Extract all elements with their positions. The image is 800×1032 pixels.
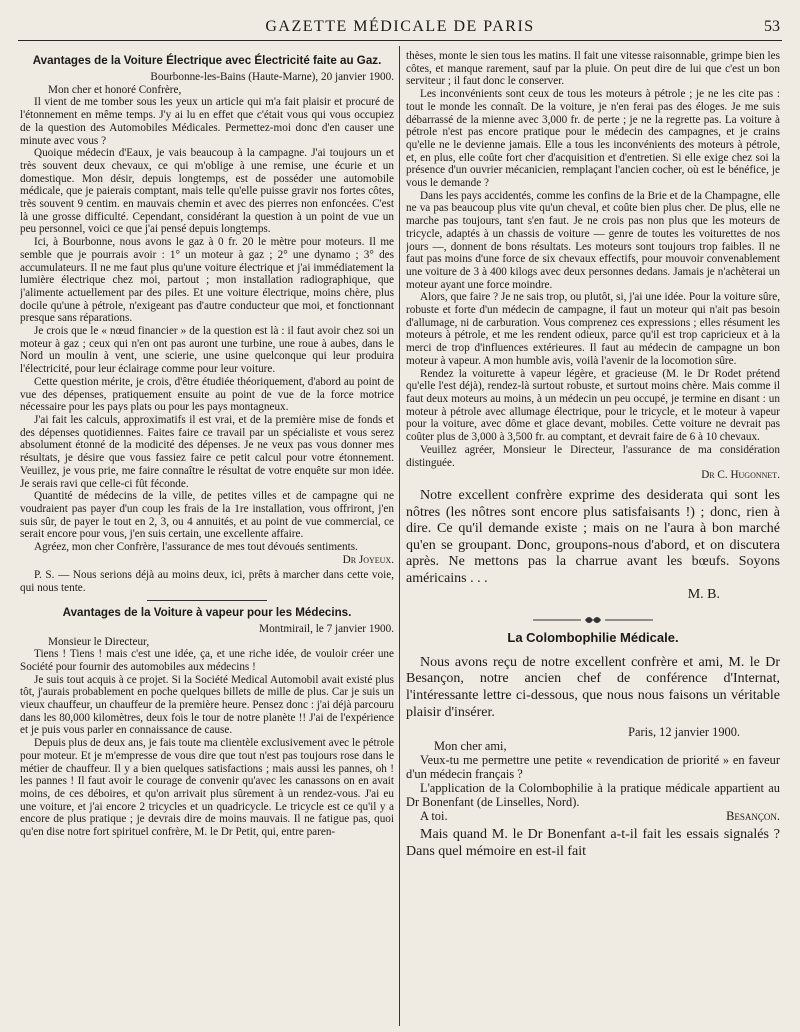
page-header <box>18 14 782 41</box>
article1-paragraph: Ici, à Bourbonne, nous avons le gaz à 0 fr. 20 le mètre pour moteurs. Il me semble que je pourrais avoir : 1° un moteur à gaz ; 2° une dynamo ; 3° des accumulateurs. Il ne me faut plus qu'une voiture électrique et j'ai immédiatement la lumière électrique chez moi, partout ; mon installation radiographique, que j'alimente actuellement par des piles. Et une voiture électrique, moins chère, plus docile qu'une à pétrole, n'exigeant pas d'autre conducteur que moi, et fonctionnant presque sans réparations. <box>20 236 394 325</box>
article1-paragraph: Quantité de médecins de la ville, de petites villes et de campagne qui ne voudraient pas payer d'un coup les frais de la 1re installation, vous offriront, j'en suis sûr, de payer le tout en 2, 3, ou 4 annuités, et au point de vue commercial, ce serait encore pour vous, j'en suis certain, une excellente affaire. <box>20 490 394 541</box>
letter <box>406 725 780 823</box>
letter-signature: Besançon. <box>726 809 780 824</box>
article2-signature: Dr C. Hugonnet. <box>701 469 780 482</box>
editorial-signature: M. B. <box>687 587 720 603</box>
continuation-paragraph: Les inconvénients sont ceux de tous les moteurs à pétrole ; je ne les cite pas : tout le monde les connaît. De la voiture, je n'en ferai pas des éloges. Je me suis débarrassé de la mienne avec 3,000 fr. de perte ; je ne la regrette pas. La voiture à pétrole n'est pas encore pratique pour le médecin des campagnes, et je crains qu'elle ne le devienne jamais. Elle a tous les inconvénients des moteurs à pétrole, et, en plus, elle coûte fort cher d'acquisition et d'entretien. Si elle exige chez soi la présence d'un ouvrier mécanicien, remplaçant l'ancien cocher, où est le bénéfice, je vous le demande ? <box>406 88 780 190</box>
letter-paragraph: Veux-tu me permettre une petite « revendication de priorité » en faveur d'un médecin français ? <box>406 753 780 782</box>
column-divider <box>399 46 400 1026</box>
continuation-paragraph: thèses, monte le sien tous les matins. Il fait une vitesse raisonnable, grimpe bien les côtes, et manque rarement, sauf par la pluie. On peut dire de lui que c'est un bon serviteur ; il faut donc le conserver. <box>406 50 780 88</box>
final-paragraph: Mais quand M. le Dr Bonenfant a-t-il fait les essais signalés ? Dans quel mémoire en est-il fait <box>406 827 780 859</box>
article1-postscript: P. S. — Nous serions déjà au moins deux, ici, prêts à marcher dans cette voie, qui nous tente. <box>20 569 394 595</box>
article1-title: Avantages de la Voiture Électrique avec Électricité faite au Gaz. <box>32 54 382 67</box>
article2-title: Avantages de la Voiture à vapeur pour les Médecins. <box>62 605 352 619</box>
article2-paragraph: Tiens ! Tiens ! mais c'est une idée, ça, et une riche idée, de vouloir créer une Société pour fournir des automobiles aux médecins ! <box>20 648 394 673</box>
article1-dateline: Bourbonne-les-Bains (Haute-Marne), 20 janvier 1900. <box>150 71 394 83</box>
separator <box>147 600 267 601</box>
article2-paragraph: Je suis tout acquis à ce projet. Si la Société Medical Automobil avait existé plus tôt, j'aurais probablement en poche quelques billets de mille de plus. Car je suis un vieux chauffeur, un chauffeur de la première heure. Pensez donc : j'ai déjà parcouru dans les 80,000 kilomètres, deux fois le tour de notre planète !! J'ai de l'expérience et je puis vous parler en connaissance de cause. <box>20 673 394 737</box>
right-column <box>406 50 780 1025</box>
article2-dateline: Montmirail, le 7 janvier 1900. <box>259 622 394 635</box>
section-title: La Colombophilie Médicale. <box>507 630 679 646</box>
article1-paragraph: Agréez, mon cher Confrère, l'assurance de mes tout dévoués sentiments. <box>34 541 358 554</box>
journal-title: GAZETTE MÉDICALE DE PARIS <box>265 18 535 35</box>
letter-dateline: Paris, 12 janvier 1900. <box>628 725 740 740</box>
continuation-paragraph: Rendez la voiturette à vapeur légère, et gracieuse (M. le Dr Rodet prétend qu'elle l'est déjà), rendez-là surtout robuste, et surtout moins chère. Mais comme il faut deux moteurs au moins, à un médecin un peu occupé, je termine en disant : un moteur à pétrole avec allumage électrique, pour le tricycle, et le moteur à vapeur pour la voiture, avec dôme et glace devant, mobiles. Cette voiture ne devrait pas coûter plus de 3,000 à 3,500 fr. au comptant, et devrait faire de 6 à 10 chevaux. <box>406 367 780 444</box>
intro-paragraph: Nous avons reçu de notre excellent confrère et ami, M. le Dr Besançon, notre ancien chef de conférence d'Internat, l'intéressante lettre ci-dessous, que nous nous faisons un véritable plaisir d'insérer. <box>406 654 780 720</box>
article1-paragraph: Je crois que le « nœud financier » de la question est là : il faut avoir chez soi un moteur à gaz ; ceux qui n'en ont pas auront une turbine, une roue à aubes, dans le Nord un moulin à vent, une scierie, une usine quelconque qui leur produira l'électricité, pour leur éclairage comme pour leur voiture. <box>20 325 394 376</box>
article2-paragraph: Depuis plus de deux ans, je fais toute ma clientèle exclusivement avec le pétrole pour moteur. Et je m'empresse de vous dire que tout n'est pas toujours rose dans le métier de chauffeur. Il y a bien quelques satisfactions ; mais aussi les pannes, oh ! les pannes ! Il faut avoir le courage de convenir qu'avec les canassons on en avait moins, de ces déboires, et qu'on arrivait plus sûrement à un rendez-vous. J'ai eu une voiture, et j'ai encore 2 tricycles et un quadricycle. Le tricycle est ce qu'il y a encore de plus pratique ; je devrais dire de moins mauvais. Il ne fatigue pas, quoi qu'en dise notre fort spirituel confrère, M. le Dr Petit, qui, entre paren- <box>20 737 394 839</box>
letter-salutation: Mon cher ami, <box>434 739 507 754</box>
left-column <box>20 50 394 1025</box>
final-paragraph-block <box>406 827 780 860</box>
article1-signature: Dr Joyeux. <box>342 553 394 566</box>
continuation-paragraph: Veuillez agréer, Monsieur le Directeur, l'assurance de ma considération distinguée. <box>406 443 780 469</box>
article1-paragraph: J'ai fait les calculs, approximatifs il est vrai, et de la première mise de fonds et des dépenses quotidiennes. Faites faire ce travail par un spécialiste et vous serez absolument étonné de la modicité des dépenses. Je ne veux pas vous donner mes résultats, je désire que vous fassiez faire ce petit calcul pour votre étonnement. Veuillez, je vous prie, me faire connaître le résultat de votre enquête sur mon idée. Je serais ravi que celle-ci fût féconde. <box>20 413 394 490</box>
article1-salutation: Mon cher et honoré Confrère, <box>48 83 182 96</box>
editorial-note <box>406 488 780 604</box>
page-number: 53 <box>764 18 780 35</box>
section-intro <box>406 655 780 721</box>
article1-paragraph: Cette question mérite, je crois, d'être étudiée théoriquement, d'abord au point de vue des dépenses, pratiquement ensuite au point de vue de la force motrice nécessaire pour les pays plats ou pour les pays montagneux. <box>20 375 394 414</box>
article1-paragraph: Quoique médecin d'Eaux, je vais beaucoup à la campagne. J'ai toujours un et très souvent deux chevaux, ce qui m'oblige à une remise, une écurie et un domestique. Mon désir, depuis longtemps, est de posséder une automobile médicale, que je paierais comptant, mais telle qu'elle puisse gravir nos fortes côtes, très souvent 9 centim. en mauvais chemin et avec des pierres non enfoncées. C'est là une grosse difficulté. Cependant, considérant la question à un point de vue un peu personnel, voici ce que j'ai pensé depuis longtemps. <box>20 147 394 236</box>
continuation-paragraph: Dans les pays accidentés, comme les confins de la Brie et de la Champagne, elle ne va pas beaucoup plus vite qu'un cheval, et coûte bien plus cher. De plus, elle ne marche pas toujours, tant s'en faut. Je ne crois pas non plus que les moteurs de tricycle, adaptés à un chassis de voiture — genre de toutes les voiturettes de nos jours —, donnent de bons résultats. Les moteurs sont toujours trop faibles. Il ne faut pas moins d'une force de six chevaux effectifs, pour mouvoir convenablement une voiture de 3 à 400 kilogs avec deux personnes dedans. Jamais je n'achèterai un moteur ayant une force moindre. <box>406 189 780 291</box>
letter-closing: A toi. <box>420 809 448 824</box>
article1-paragraph: Il vient de me tomber sous les yeux un article qui m'a fait plaisir et procuré de l'étonnement en même temps. J'y ai lu en effet que c'était vous qui vous occupiez de la question des Automobiles Médicales. Permettez-moi donc d'en causer une minute avec vous ? <box>20 96 394 147</box>
ornament-divider-icon <box>533 614 653 626</box>
letter-paragraph: L'application de la Colombophilie à la pratique médicale appartient au Dr Bonenfant (de Linselles, Nord). <box>406 781 780 810</box>
article2-salutation: Monsieur le Directeur, <box>48 635 150 648</box>
continuation-paragraph: Alors, que faire ? Je ne sais trop, ou plutôt, si, j'ai une idée. Pour la voiture sûre, robuste et forte d'un médecin de campagne, il faut un moteur qui n'ait pas besoin d'allumage, ni de carburation. Vous comprenez ces expressions ; elles résument les moteurs à pétrole, et me les rendent odieux, parce qu'il est trop capricieux et à la merci de trop d'influences extérieures. Il faut au médecin de campagne un bon moteur à vapeur. A mon humble avis, voilà l'avenir de la locomotion sûre. <box>406 291 780 367</box>
editorial-paragraph: Notre excellent confrère exprime des desiderata qui sont les nôtres (les nôtres sont encore plus satisfaisants !) ; donc, rien à dire. Ce qu'il demande existe ; mais on ne l'aura à bon marché qu'en se groupant. Donc, groupons-nous d'abord, et on discutera après. Ne mettons pas la charrue avant les bœufs. Soyons américains . . . <box>406 487 780 586</box>
